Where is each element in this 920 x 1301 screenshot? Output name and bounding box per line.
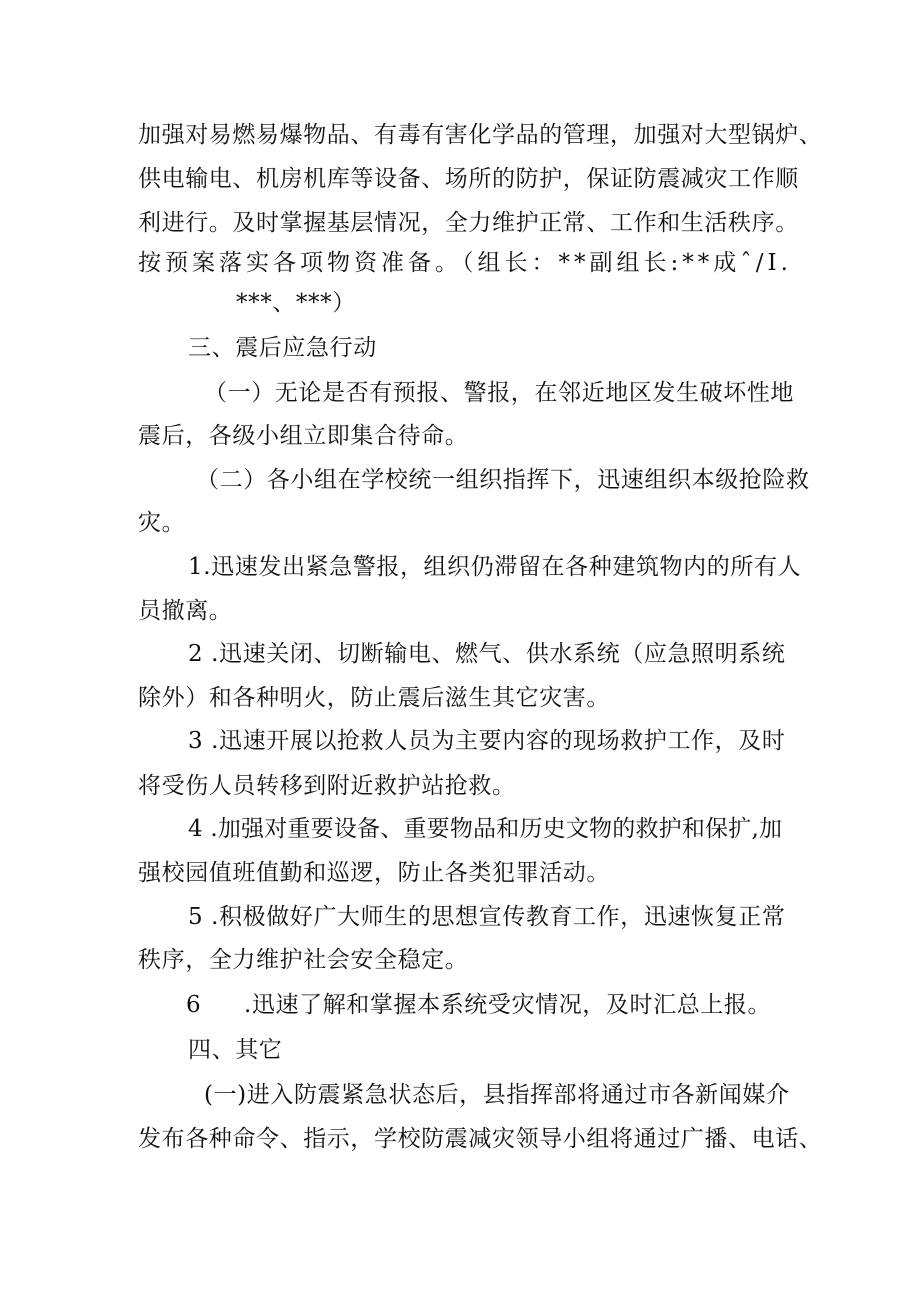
list-item-4: 4 .加强对重要设备、重要物品和历史文物的救护和保扩,加: [188, 816, 783, 842]
section-heading: 三、震后应急行动: [188, 335, 377, 361]
paragraph-line: （一）无论是否有预报、警报，在邻近地区发生破坏性地: [204, 380, 794, 406]
paragraph-line: （二）各小组在学校统一组织指挥下，迅速组织本级抢险救: [196, 467, 810, 493]
paragraph-line: 将受伤人员转移到附近救护站抢救。: [138, 773, 516, 799]
paragraph-line: (一)进入防震紧急状态后，县指挥部将通过市各新闻媒介: [204, 1082, 790, 1108]
list-item-6-number: 6: [186, 992, 202, 1018]
paragraph-line: ***、***）: [236, 290, 356, 316]
paragraph-line: 按预案落实各项物资准备。（组长：**副组长:**成ˆ/I.: [138, 250, 792, 276]
paragraph-line: 秩序，全力维护社会安全稳定。: [138, 947, 469, 973]
paragraph-line: 利进行。及时掌握基层情况，全力维护正常、工作和生活秩序。: [138, 210, 799, 236]
paragraph-line: 加强对易燃易爆物品、有毒有害化学品的管理，加强对大型锅炉、: [138, 122, 823, 148]
list-item-1: 1.迅速发出紧急警报，组织仍滞留在各种建筑物内的所有人: [188, 554, 802, 580]
paragraph-line: 员撤离。: [138, 598, 233, 624]
list-item-5: 5 .积极做好广大师生的思想宣传教育工作，迅速恢复正常: [188, 904, 786, 930]
paragraph-line: 供电输电、机房机库等设备、场所的防护，保证防震减灾工作顺: [138, 166, 799, 192]
paragraph-line: 强校园值班值勤和巡逻，防止各类犯罪活动。: [138, 860, 610, 886]
paragraph-line: 发布各种命令、指示，学校防震减灾领导小组将通过广播、电话、: [138, 1126, 823, 1152]
paragraph-line: 震后，各级小组立即集合待命。: [138, 423, 469, 449]
list-item-2: 2 .迅速关闭、切断输电、燃气、供水系统（应急照明系统: [188, 641, 786, 667]
list-item-3: 3 .迅速开展以抢救人员为主要内容的现场救护工作，及时: [188, 728, 786, 754]
section-heading: 四、其它: [188, 1037, 283, 1063]
paragraph-line: 除外）和各种明火，防止震后滋生其它灾害。: [138, 685, 610, 711]
list-item-6: .迅速了解和掌握本系统受灾情况，及时汇总上报。: [244, 992, 772, 1018]
paragraph-line: 灾。: [138, 510, 186, 536]
